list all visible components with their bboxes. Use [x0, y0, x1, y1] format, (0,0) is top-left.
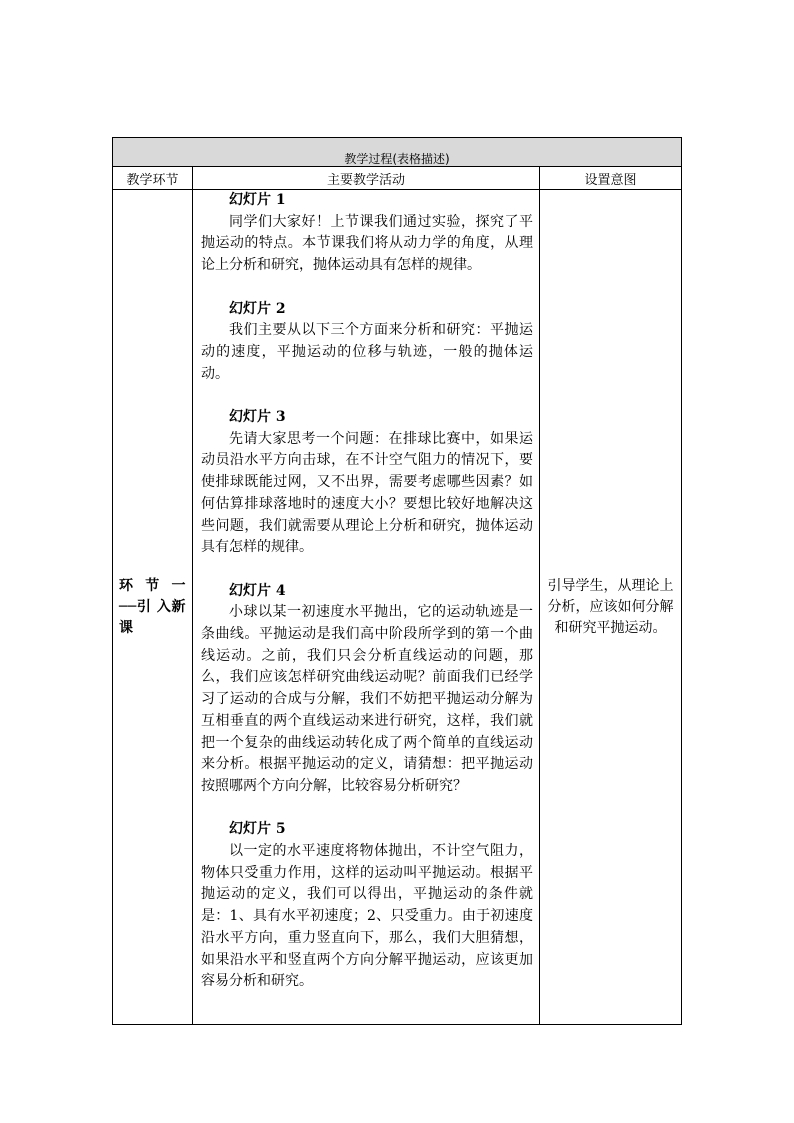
stage-cell: [113, 190, 193, 1025]
table-title-cell: [113, 138, 682, 167]
lesson-process-table: [112, 137, 682, 1025]
table-row: [113, 190, 682, 1025]
slide-body: 同学们大家好！上节课我们通过实验，探究了平抛运动的特点。本节课我们将从动力学的角度，从理论上分析和研究，抛体运动具有怎样的规律。: [201, 213, 533, 274]
header-activity: 主要教学活动: [193, 167, 540, 190]
slide-block: [201, 299, 533, 386]
slide-body: 小球以某一初速度水平抛出，它的运动轨迹是一条曲线。平抛运动是我们高中阶段所学到的第一个曲线运动。之前，我们只会分析直线运动的问题，那么，我们应该怎样研究曲线运动呢？前面我们已经学习了运动的合成与分解，我们不妨把平抛运动分解为互相垂直的两个直线运动来进行研究，这样，我们就把一个复杂的曲线运动转化成了两个简单的直线运动来分析。根据平抛运动的定义，请猜想：把平抛运动按照哪两个方向分解，比较容易分析研究？: [201, 604, 533, 794]
slide-title: 幻灯片 2: [229, 300, 286, 317]
table-header-row: [113, 167, 682, 190]
purpose-text: 引导学生，从理论上分析，应该如何分解和研究平抛运动。: [547, 577, 674, 636]
stage-label: 环 节 一──引 入新课: [119, 577, 186, 636]
slide-body: 我们主要从以下三个方面来分析和研究：平抛运动的速度，平抛运动的位移与轨迹，一般的抛体运动。: [201, 322, 533, 382]
slide-block: [201, 407, 533, 559]
slide-block: [201, 581, 533, 798]
slide-block: [201, 819, 533, 993]
slide-body: 先请大家思考一个问题：在排球比赛中，如果运动员沿水平方向击球，在不计空气阻力的情况下，要使排球既能过网，又不出界，需要考虑哪些因素？如何估算排球落地时的速度大小？要想比较好地解决这些问题，我们就需要从理论上分析和研究，抛体运动具有怎样的规律。: [201, 430, 533, 556]
slide-title: 幻灯片 4: [229, 582, 286, 599]
slide-title: 幻灯片 5: [229, 821, 286, 838]
slide-body: 以一定的水平速度将物体抛出，不计空气阻力，物体只受重力作用，这样的运动叫平抛运动。根据平抛运动的定义，我们可以得出，平抛运动的条件就是：1、具有水平初速度；2、只受重力。由于初速度沿水平方向，重力竖直向下，那么，我们大胆猜想，如果沿水平和竖直两个方向分解平抛运动，应该更加容易分析和研究。: [201, 843, 533, 990]
header-stage: 教学环节: [113, 167, 193, 190]
slide-title: 幻灯片 3: [229, 409, 286, 425]
slide-title: 幻灯片 1: [229, 192, 286, 208]
slide-block: [201, 190, 533, 277]
header-purpose: 设置意图: [540, 167, 682, 190]
purpose-cell: [540, 190, 682, 1025]
table-title: 教学过程(表格描述): [344, 151, 450, 166]
table-title-row: [113, 138, 682, 167]
activity-cell: [193, 190, 540, 1025]
